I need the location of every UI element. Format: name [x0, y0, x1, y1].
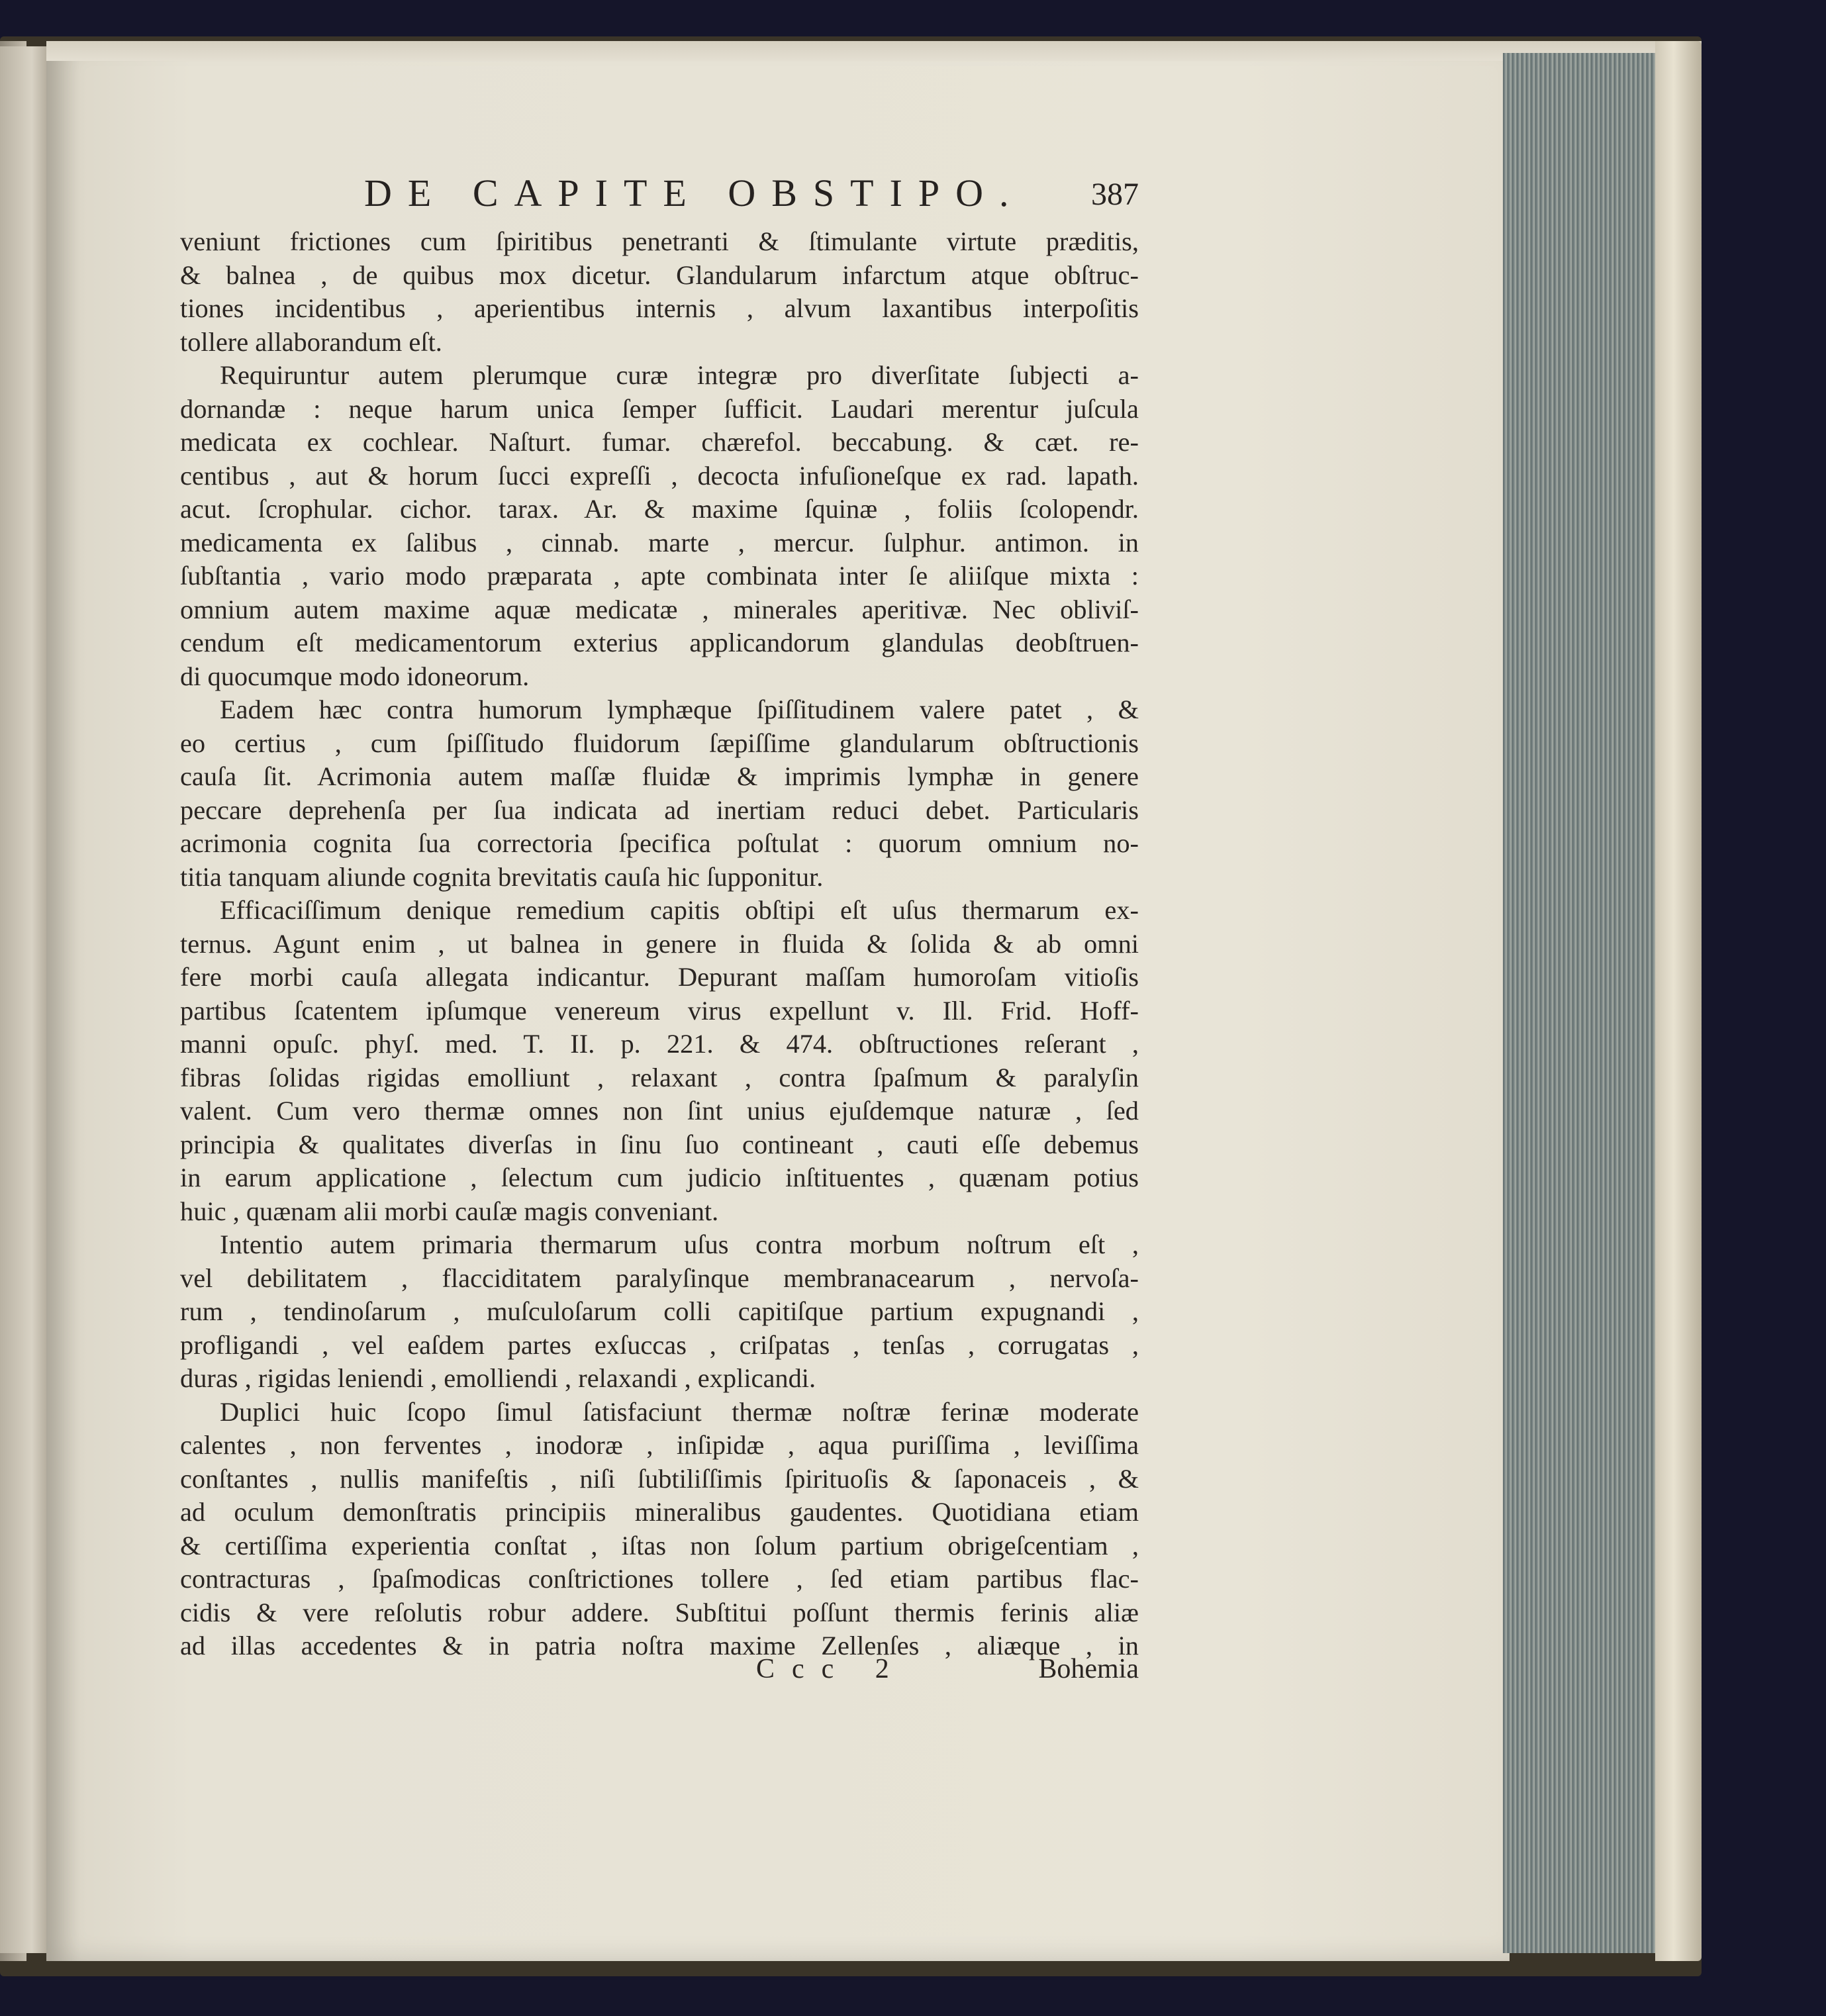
text-line: rum , tendinoſarum , muſculoſarum colli capitiſque partium expugnandi ,: [180, 1296, 1139, 1326]
cover-edge: [1655, 41, 1702, 1961]
text-line: medicata ex cochlear. Naſturt. fumar. chærefol. beccabung. & cæt. re-: [180, 427, 1139, 457]
text-line: duras , rigidas leniendi , emolliendi , relaxandi , explicandi.: [180, 1363, 816, 1393]
page-top-edge: [46, 41, 1702, 61]
text-line: ternus. Agunt enim , ut balnea in genere in fluida & ſolida & ab omni: [180, 928, 1139, 959]
text-line: acrimonia cognita ſua correctoria ſpecifica poſtulat : quorum omnium no-: [180, 828, 1139, 858]
text-line: valent. Cum vero thermæ omnes non ſint unius ejuſdemque naturæ , ſed: [180, 1096, 1139, 1126]
text-line: di quocumque modo idoneorum.: [180, 661, 530, 691]
text-line: medicamenta ex ſalibus , cinnab. marte , mercur. ſulphur. antimon. in: [180, 527, 1139, 557]
text-line: veniunt frictiones cum ſpiritibus penetranti & ſtimulante virtute præditis,: [180, 226, 1139, 256]
text-line: & certiſſima experientia conſtat , iſtas non ſolum partium obrigeſcentiam ,: [180, 1530, 1139, 1560]
text-line: huic , quænam alii morbi cauſæ magis conveniant.: [180, 1196, 719, 1226]
text-line: Requiruntur autem plerumque curæ integræ pro diverſitate ſubjecti a-: [220, 360, 1139, 390]
text-line: profligandi , vel eaſdem partes exſuccas , criſpatas , tenſas , corrugatas ,: [180, 1329, 1139, 1360]
catchword: Bohemia: [1038, 1654, 1139, 1684]
text-line: centibus , aut & horum ſucci expreſſi , decocta infuſioneſque ex rad. lapath.: [180, 460, 1139, 491]
text-line: Duplici huic ſcopo ſimul ſatisfaciunt thermæ noſtræ ferinæ moderate: [220, 1396, 1139, 1427]
text-line: in earum applicatione , ſelectum cum judicio inſtituentes , quænam potius: [180, 1163, 1139, 1192]
text-line: manni opuſc. phyſ. med. T. II. p. 221. & 474. obſtructiones reſerant ,: [180, 1029, 1139, 1059]
text-line: tiones incidentibus , aperientibus internis , alvum laxantibus interpoſitis: [180, 293, 1139, 323]
text-line: fere morbi cauſa allegata indicantur. Depurant maſſam humoroſam vitioſis: [180, 962, 1139, 992]
text-line: cendum eſt medicamentorum exterius applicandorum glandulas deobſtruen-: [180, 628, 1139, 657]
text-line: vel debilitatem , flacciditatem paralyſinque membranacearum , nervoſa-: [180, 1263, 1139, 1293]
text-line: fibras ſolidas rigidas emolliunt , relaxant , contra ſpaſmum & paralyſin: [180, 1062, 1139, 1092]
page-number: 387: [1091, 177, 1139, 212]
text-line: titia tanquam aliunde cognita brevitatis cauſa hic ſupponitur.: [180, 861, 824, 892]
text-line: Intentio autem primaria thermarum uſus contra morbum noſtrum eſt ,: [220, 1229, 1139, 1259]
text-line: peccare deprehenſa per ſua indicata ad inertiam reduci debet. Particularis: [180, 794, 1139, 825]
page-fore-edge: [1503, 53, 1662, 1953]
page-header: [364, 171, 1139, 224]
text-line: Efficaciſſimum denique remedium capitis obſtipi eſt uſus thermarum ex-: [220, 895, 1139, 925]
text-line: tollere allaborandum eſt.: [180, 326, 442, 357]
text-line: cauſa ſit. Acrimonia autem maſſæ fluidæ & imprimis lymphæ in genere: [180, 761, 1139, 791]
text-line: omnium autem maxime aquæ medicatæ , minerales aperitivæ. Nec obliviſ-: [180, 594, 1139, 624]
text-line: cidis & vere reſolutis robur addere. Subſtitui poſſunt thermis ferinis aliæ: [180, 1597, 1139, 1627]
text-line: ad oculum demonſtratis principiis mineralibus gaudentes. Quotidiana etiam: [180, 1497, 1139, 1527]
left-page-edge: [0, 46, 53, 1953]
body-text: [180, 225, 1139, 1663]
text-line: conſtantes , nullis manifeſtis , niſi ſubtiliſſimis ſpirituoſis & ſaponaceis , &: [180, 1463, 1139, 1494]
running-head: DE CAPITE OBSTIPO.: [364, 171, 1025, 215]
signature-mark: Ccc 2: [756, 1654, 906, 1684]
text-line: partibus ſcatentem ipſumque venereum virus expellunt v. Ill. Frid. Hoff-: [180, 995, 1139, 1026]
text-line: principia & qualitates diverſas in ſinu ſuo contineant , cauti eſſe debemus: [180, 1129, 1139, 1159]
text-line: eo certius , cum ſpiſſitudo fluidorum ſæpiſſime glandularum obſtructionis: [180, 728, 1139, 758]
text-line: dornandæ : neque harum unica ſemper ſufficit. Laudari merentur juſcula: [180, 393, 1139, 424]
text-line: & balnea , de quibus mox dicetur. Glandularum infarctum atque obſtruc-: [180, 260, 1139, 290]
text-line: contracturas , ſpaſmodicas conſtrictiones tollere , ſed etiam partibus flac-: [180, 1564, 1139, 1594]
text-line: Eadem hæc contra humorum lymphæque ſpiſſitudinem valere patet , &: [220, 695, 1139, 724]
text-line: calentes , non ferventes , inodoræ , inſipidæ , aqua puriſſima , leviſſima: [180, 1430, 1139, 1460]
text-line: ad illas accedentes & in patria noſtra maxime Zellenſes , aliæque , in: [180, 1631, 1139, 1660]
text-line: acut. ſcrophular. cichor. tarax. Ar. & maxime ſquinæ , foliis ſcolopendr.: [180, 494, 1139, 524]
text-line: ſubſtantia , vario modo præparata , apte combinata inter ſe aliiſque mixta :: [180, 561, 1139, 591]
page-footer: [180, 1653, 1139, 1690]
